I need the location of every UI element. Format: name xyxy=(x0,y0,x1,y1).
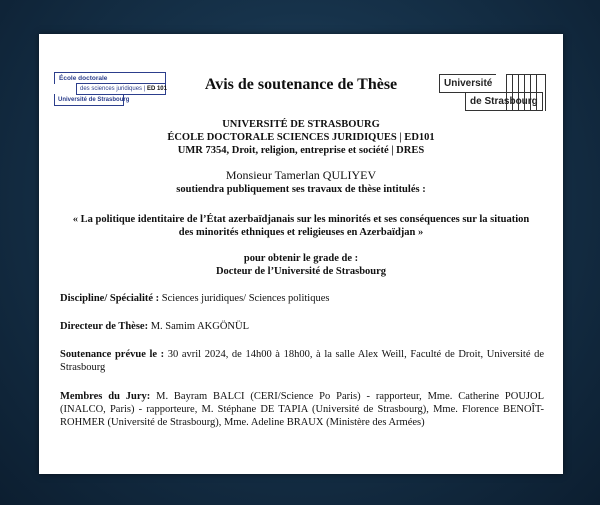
candidate-block xyxy=(39,168,563,196)
ed-logo-line1: École doctorale xyxy=(54,72,166,84)
discipline-value: Sciences juridiques/ Sciences politiques xyxy=(161,293,330,304)
institution-line1: UNIVERSITÉ DE STRASBOURG xyxy=(222,119,380,130)
candidate-intro: soutiendra publiquement ses travaux de thèse intitulés : xyxy=(176,184,426,195)
defense-label: Soutenance prévue le : xyxy=(60,349,165,360)
degree-block xyxy=(39,252,563,278)
jury-label: Membres du Jury: xyxy=(60,391,151,402)
candidate-name: Monsieur Tamerlan QULIYEV xyxy=(225,168,377,182)
thesis-title-line2: des minorités ethniques et religieuses en Azerbaïdjan » xyxy=(178,227,424,238)
defense-row xyxy=(60,348,544,374)
page-title: Avis de soutenance de Thèse xyxy=(204,76,398,93)
notice-document xyxy=(39,34,563,474)
universite-strasbourg-logo xyxy=(439,74,549,110)
ed-logo-line3: Université de Strasbourg xyxy=(54,94,124,106)
thesis-title xyxy=(39,213,563,239)
ed-logo-code: ED 101 xyxy=(146,86,167,92)
jury-value: M. Bayram BALCI (CERI/Science Po Paris) - rapporteur, Mme. Catherine POUJOL (INALCO, Paris) - rapporteure, M. Stéphane DE TAPIA (Université de Strasbourg), Mme. Florence BENOÎT-ROHMER (Université de Strasbourg), Mme. Adeline BRAUX (Ministère des Armées) xyxy=(60,391,544,428)
discipline-row xyxy=(60,292,544,305)
jury-row xyxy=(60,390,544,429)
us-logo-line1: Université xyxy=(439,74,496,93)
director-row xyxy=(60,320,544,333)
us-logo-line2: de Strasbourg xyxy=(465,92,543,111)
us-logo-bars xyxy=(506,74,546,93)
director-label: Directeur de Thèse: xyxy=(60,321,149,332)
thesis-title-line1: « La politique identitaire de l’État azerbaïdjanais sur les minorités et ses conséquences sur la situation xyxy=(72,214,530,225)
ed-logo-line2-text: des sciences juridiques xyxy=(80,86,143,92)
discipline-label: Discipline/ Spécialité : xyxy=(60,293,160,304)
ed-logo-line2: des sciences juridiques | ED 101 xyxy=(76,83,166,95)
institution-block xyxy=(39,118,563,157)
degree-line2: Docteur de l’Université de Strasbourg xyxy=(215,266,387,277)
degree-line1: pour obtenir le grade de : xyxy=(243,253,359,264)
institution-line2: ÉCOLE DOCTORALE SCIENCES JURIDIQUES | ED101 xyxy=(167,132,435,143)
director-value: M. Samim AKGÖNÜL xyxy=(150,321,249,332)
institution-line3: UMR 7354, Droit, religion, entreprise et société | DRES xyxy=(177,145,425,156)
defense-value: 30 avril 2024, de 14h00 à 18h00, à la salle Alex Weill, Faculté de Droit, Université de Strasbourg xyxy=(60,349,544,373)
